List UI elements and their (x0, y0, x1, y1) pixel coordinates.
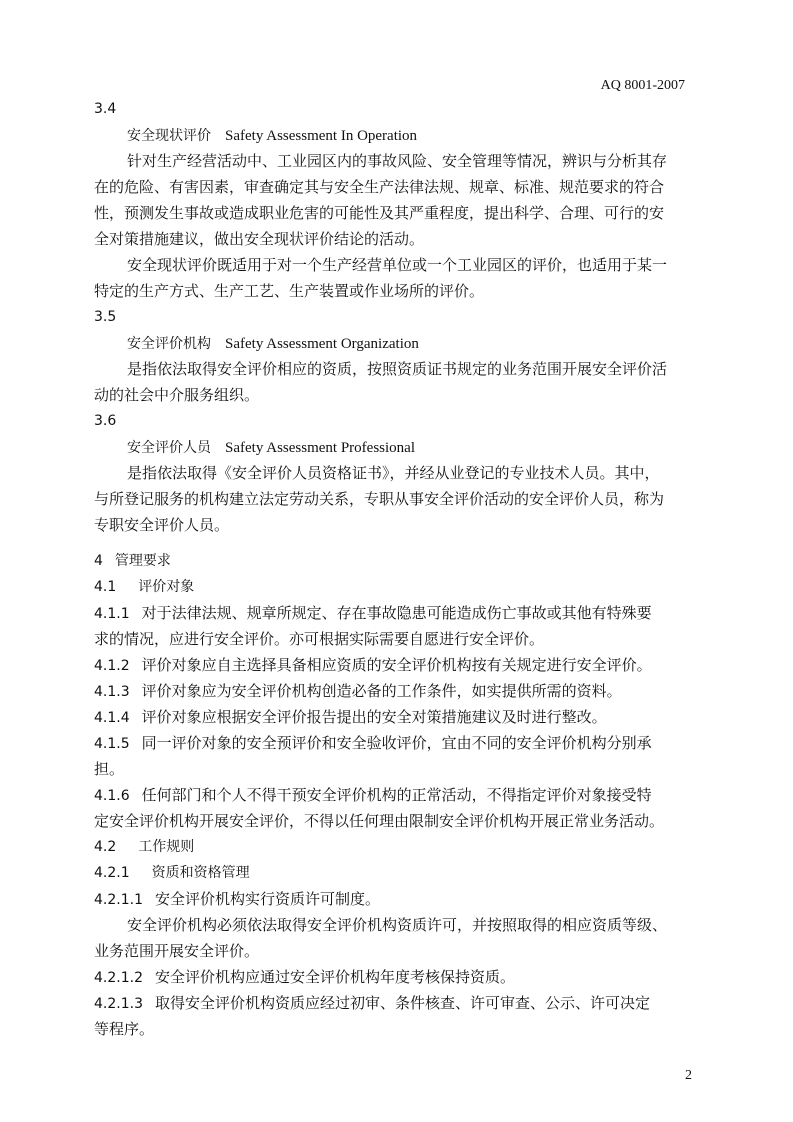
paragraph-line: 是指依法取得《安全评价人员资格证书》，并经从业登记的专业技术人员。其中， (127, 464, 660, 482)
paragraph-line: 是指依法取得安全评价相应的资质，按照资质证书规定的业务范围开展安全评价活 (127, 360, 668, 378)
document-body (94, 96, 700, 1042)
clause-text: 取得安全评价机构资质应经过初审、条件核查、许可审查、公示、许可决定 (154, 994, 650, 1012)
clause-number: 4.2.1.2 (94, 970, 143, 986)
subsection-number: 4.2.1 (94, 865, 130, 881)
section-number: 3.4 (94, 101, 117, 117)
term-english: Safety Assessment Organization (225, 336, 419, 352)
paragraph-line: 与所登记服务的机构建立法定劳动关系，专职从事安全评价活动的安全评价人员，称为 (94, 490, 665, 508)
clause-line (94, 886, 700, 912)
clause-number: 4.1.2 (94, 658, 130, 674)
paragraph-line: 在的危险、有害因素，审查确定其与安全生产法律法规、规章、标准、规范要求的符合 (94, 178, 665, 196)
chapter-title: 管理要求 (114, 553, 171, 569)
clause-continuation: 担。 (94, 760, 125, 778)
clause-text: 任何部门和个人不得干预安全评价机构的正常活动，不得指定评价对象接受特 (141, 786, 652, 804)
paragraph-line: 安全评价机构必须依法取得安全评价机构资质许可，并按照取得的相应资质等级、 (127, 916, 668, 934)
chapter-number: 4 (94, 553, 103, 569)
paragraph-line: 安全现状评价既适用于对一个生产经营单位或一个工业园区的评价，也适用于某一 (127, 256, 668, 274)
clause-line (94, 652, 700, 678)
standard-code: AQ 8001-2007 (600, 78, 685, 93)
section-number: 3.6 (94, 413, 117, 429)
term-heading (94, 122, 700, 148)
term-heading (94, 330, 700, 356)
clause-text: 评价对象应自主选择具备相应资质的安全评价机构按有关规定进行安全评价。 (141, 656, 652, 674)
paragraph-line: 全对策措施建议，做出安全现状评价结论的活动。 (94, 230, 425, 248)
clause-number: 4.1.1 (94, 606, 130, 622)
section-title: 工作规则 (138, 839, 195, 855)
clause-line (94, 990, 700, 1016)
clause-text: 同一评价对象的安全预评价和安全验收评价，宜由不同的安全评价机构分别承 (141, 734, 652, 752)
section-heading (94, 574, 700, 600)
subsection-heading (94, 860, 700, 886)
clause-number: 4.1.3 (94, 684, 130, 700)
section-number: 4.2 (94, 839, 117, 855)
chapter-heading (94, 548, 700, 574)
section-number: 3.5 (94, 309, 117, 325)
clause-text: 对于法律法规、规章所规定、存在事故隐患可能造成伤亡事故或其他有特殊要 (141, 604, 652, 622)
subsection-title: 资质和资格管理 (151, 865, 250, 881)
section-title: 评价对象 (138, 579, 195, 595)
clause-number: 4.1.4 (94, 710, 130, 726)
paragraph-line: 专职安全评价人员。 (94, 516, 230, 534)
clause-text: 评价对象应根据安全评价报告提出的安全对策措施建议及时进行整改。 (141, 708, 607, 726)
clause-number: 4.2.1.1 (94, 892, 143, 908)
term-heading (94, 434, 700, 460)
paragraph-line: 业务范围开展安全评价。 (94, 942, 260, 960)
term-english: Safety Assessment In Operation (225, 128, 418, 144)
page-number: 2 (685, 1068, 692, 1083)
clause-number: 4.1.5 (94, 736, 130, 752)
paragraph-line: 特定的生产方式、生产工艺、生产装置或作业场所的评价。 (94, 282, 485, 300)
paragraph-line: 性，预测发生事故或造成职业危害的可能性及其严重程度，提出科学、合理、可行的安 (94, 204, 665, 222)
clause-line (94, 678, 700, 704)
clause-line (94, 600, 700, 626)
clause-line (94, 730, 700, 756)
term-chinese: 安全评价人员 (127, 440, 211, 456)
clause-line (94, 964, 700, 990)
paragraph-line: 针对生产经营活动中、工业园区内的事故风险、安全管理等情况，辨识与分析其存 (127, 152, 668, 170)
clause-line (94, 782, 700, 808)
clause-number: 4.2.1.3 (94, 996, 143, 1012)
clause-continuation: 定安全评价机构开展安全评价，不得以任何理由限制安全评价机构开展正常业务活动。 (94, 812, 665, 830)
term-english: Safety Assessment Professional (225, 440, 415, 456)
clause-text: 评价对象应为安全评价机构创造必备的工作条件，如实提供所需的资料。 (141, 682, 622, 700)
clause-text: 安全评价机构实行资质许可制度。 (154, 890, 380, 908)
clause-line (94, 704, 700, 730)
clause-text: 安全评价机构应通过安全评价机构年度考核保持资质。 (154, 968, 515, 986)
clause-number: 4.1.6 (94, 788, 130, 804)
section-heading (94, 834, 700, 860)
term-chinese: 安全现状评价 (127, 128, 211, 144)
clause-continuation: 等程序。 (94, 1020, 155, 1038)
term-chinese: 安全评价机构 (127, 336, 211, 352)
clause-continuation: 求的情况，应进行安全评价。亦可根据实际需要自愿进行安全评价。 (94, 630, 545, 648)
section-number: 4.1 (94, 579, 117, 595)
paragraph-line: 动的社会中介服务组织。 (94, 386, 260, 404)
